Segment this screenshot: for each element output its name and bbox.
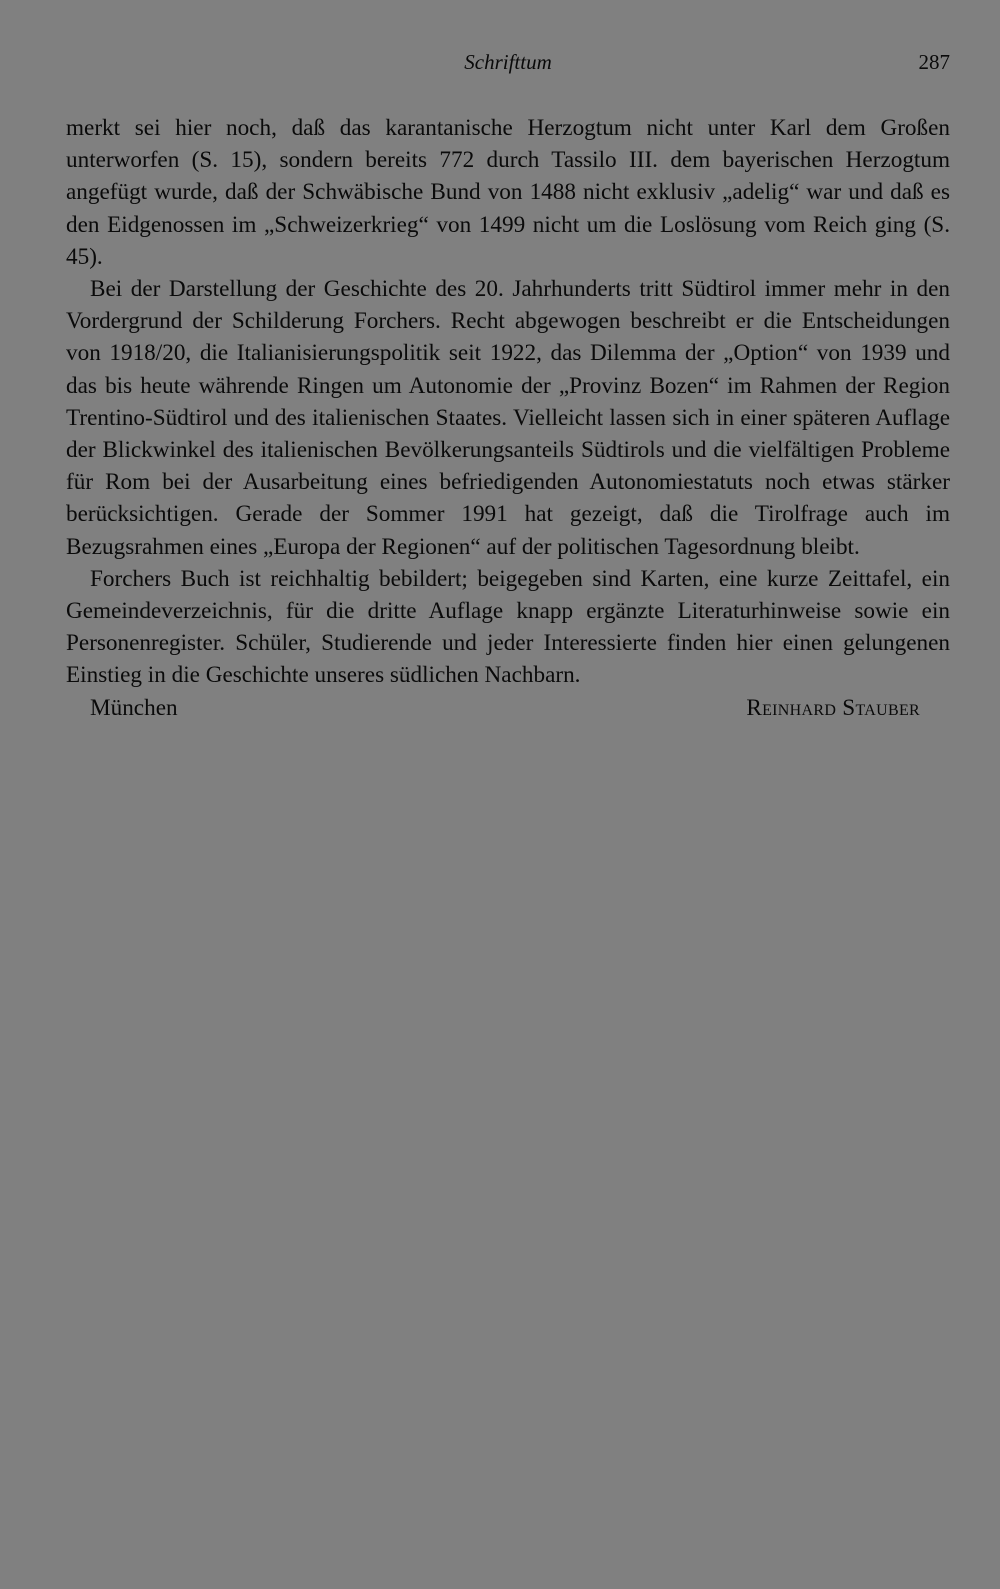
paragraph-suedtirol: Bei der Darstellung der Geschichte des 20. Jahrhunderts tritt Südtirol immer mehr in den Vordergrund der Schilderung Forchers. Recht abgewogen beschreibt er die Entscheidungen von 1918/20, die Italianisierungspolitik seit 1922, das Dilemma der „Option“ von 1939 und das bis heute währende Ringen um Autonomie der „Provinz Bozen“ im Rahmen der Region Trentino-Südtirol und des italienischen Staates. Vielleicht lassen sich in einer späteren Auflage der Blickwinkel des italienischen Bevölkerungsanteils Südtirols und die vielfältigen Probleme für Rom bei der Ausarbeitung eines befriedigenden Autonomiestatuts noch etwas stärker berücksichtigen. Gerade der Sommer 1991 hat gezeigt, daß die Tirolfrage auch im Bezugsrahmen eines „Europa der Regionen“ auf der politischen Tagesordnung bleibt.: [66, 276, 950, 560]
signature-place: München: [90, 694, 178, 721]
page-number: 287: [918, 50, 950, 74]
body-text: [66, 112, 950, 724]
paragraph-continuation: merkt sei hier noch, daß das karantanische Herzogtum nicht unter Karl dem Großen unterworfen (S. 15), sondern bereits 772 durch Tassilo III. dem bayerischen Herzogtum angefügt wurde, daß der Schwäbische Bund von 1488 nicht exklusiv „adelig“ war und daß es den Eidgenossen im „Schweizerkrieg“ von 1499 nicht um die Loslösung vom Reich ging (S. 45).: [66, 115, 950, 270]
running-title: Schrifttum: [464, 50, 552, 74]
paragraph-book-contents: Forchers Buch ist reichhaltig bebildert; beigegeben sind Karten, eine kurze Zeittafel, ein Gemeindeverzeichnis, für die dritte Auflage knapp ergänzte Literaturhinweise sowie ein Personenregister. Schüler, Studierende und jeder Interessierte finden hier einen gelungenen Einstieg in die Geschichte unseres südlichen Nachbarn.: [66, 565, 950, 689]
running-header: [66, 50, 950, 82]
signature-author: Reinhard Stauber: [746, 694, 920, 721]
review-signature: [66, 692, 950, 724]
